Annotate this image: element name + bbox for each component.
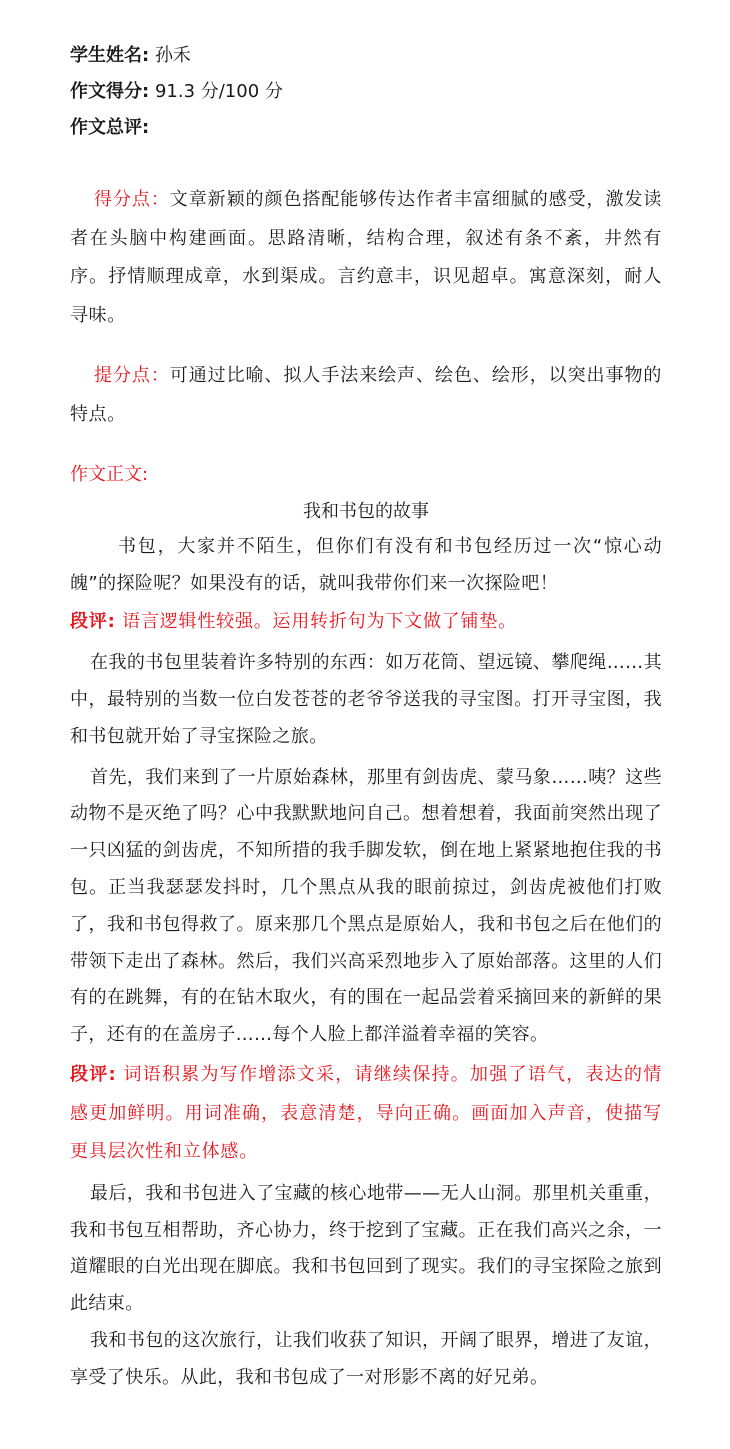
overall-review-row — [70, 110, 662, 146]
paragraph-remark-2 — [70, 1056, 662, 1172]
scoring-points-label: 得分点： — [94, 189, 170, 210]
score-value: 91.3 分/100 分 — [154, 81, 283, 102]
essay-section-label: 作文正文: — [70, 464, 149, 485]
student-name-label: 学生姓名: — [70, 45, 150, 66]
scoring-points-text: 文章新颖的颜色搭配能够传达作者丰富细腻的感受，激发读者在头脑中构建画面。思路清晰，结构合理，叙述有条不紊，井然有序。抒情顺理成章，水到渠成。言约意丰，识见超卓。寓意深刻，耐人寻味。 — [70, 189, 662, 326]
paragraph-remark-1 — [70, 603, 662, 642]
overall-review-label: 作文总评: — [70, 117, 150, 138]
scoring-points — [70, 181, 662, 335]
essay-paragraph-2: 在我的书包里装着许多特别的东西：如万花筒、望远镜、攀爬绳……其中，最特别的当数一位白发苍苍的老爷爷送我的寻宝图。打开寻宝图，我和书包就开始了寻宝探险之旅。 — [70, 652, 662, 747]
score-row — [70, 74, 662, 110]
score-label: 作文得分: — [70, 81, 150, 102]
remark-label: 段评: — [70, 610, 116, 632]
essay-title: 我和书包的故事 — [303, 501, 429, 522]
essay-paragraph-4: 最后，我和书包进入了宝藏的核心地带——无人山洞。那里机关重重，我和书包互相帮助，齐心协力，终于挖到了宝藏。正在我们高兴之余，一道耀眼的白光出现在脚底。我和书包回到了现实。我们的寻宝探险之旅到此结束。 — [70, 1182, 662, 1315]
remark-label: 段评: — [70, 1063, 117, 1085]
essay-paragraph-1: 书包，大家并不陌生，但你们有没有和书包经历过一次“惊心动魄”的探险呢？如果没有的话，就叫我带你们来一次探险吧！ — [70, 536, 662, 594]
essay-report — [70, 0, 662, 1397]
essay-paragraph-5: 我和书包的这次旅行，让我们收获了知识，开阔了眼界，增进了友谊，享受了快乐。从此，我和书包成了一对形影不离的好兄弟。 — [70, 1329, 662, 1388]
remark-text: 语言逻辑性较强。运用转折句为下文做了铺垫。 — [122, 610, 517, 632]
student-name: 孙禾 — [154, 45, 191, 66]
essay-paragraph-3: 首先，我们来到了一片原始森林，那里有剑齿虎、蒙马象……咦？这些动物不是灭绝了吗？心中我默默地问自己。想着想着，我面前突然出现了一只凶猛的剑齿虎，不知所措的我手脚发软，倒在地上紧紧地抱住我的书包。正当我瑟瑟发抖时，几个黑点从我的眼前掠过，剑齿虎被他们打败了，我和书包得救了。原来那几个黑点是原始人，我和书包之后在他们的带领下走出了森林。然后，我们兴高采烈地步入了原始部落。这里的人们有的在跳舞，有的在钻木取火，有的围在一起品尝着采摘回来的新鲜的果子，还有的在盖房子……每个人脸上都洋溢着幸福的笑容。 — [70, 766, 662, 1046]
improvement-points — [70, 357, 662, 434]
remark-text: 词语积累为写作增添文采，请继续保持。加强了语气，表达的情感更加鲜明。用词准确，表意清楚，导向正确。画面加入声音，使描写更具层次性和立体感。 — [70, 1063, 662, 1163]
improvement-points-label: 提分点： — [94, 365, 170, 386]
student-name-row — [70, 38, 662, 74]
improvement-points-text: 可通过比喻、拟人手法来绘声、绘色、绘形，以突出事物的特点。 — [70, 365, 662, 425]
